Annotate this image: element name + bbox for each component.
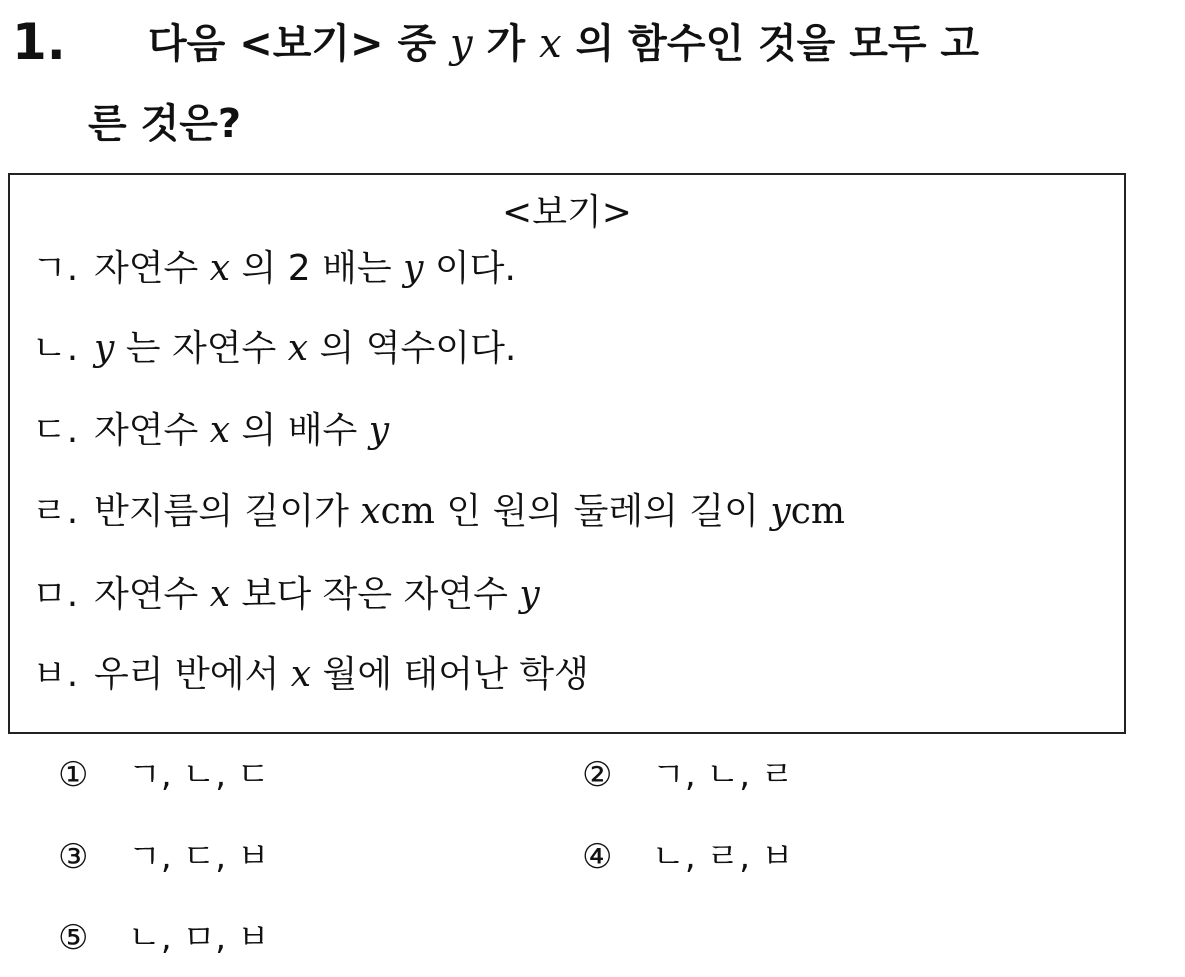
item-text: 의 2 배는	[230, 248, 404, 289]
example-item-5	[32, 571, 540, 619]
variable-x: x	[209, 574, 231, 615]
question-text: 의 함수인 것을 모두 고	[561, 21, 980, 67]
option-number: ①	[58, 755, 89, 795]
variable-x: x	[360, 491, 381, 532]
variable-y: y	[94, 328, 115, 369]
item-text: 반지름의 길이가	[94, 491, 361, 532]
question-text-line-1	[148, 16, 979, 72]
item-text: 자연수	[94, 248, 210, 289]
variable-y: y	[770, 491, 791, 532]
option-text: ㄱ, ㄷ, ㅂ	[128, 837, 270, 877]
example-item-2	[32, 325, 516, 373]
example-item-1	[32, 245, 516, 293]
question-number: 1.	[12, 13, 66, 71]
variable-x: x	[287, 328, 309, 369]
variable-x: x	[290, 654, 312, 695]
answer-option-1[interactable]	[58, 753, 270, 797]
item-marker: ㄴ.	[32, 328, 79, 369]
unit-cm: cm	[380, 491, 435, 532]
item-text: 는 자연수	[114, 328, 288, 369]
question-text-line-2: 른 것은?	[88, 101, 242, 147]
option-number: ③	[58, 837, 89, 877]
item-text: 이다.	[423, 248, 516, 289]
unit-cm: cm	[790, 491, 846, 532]
variable-x: x	[539, 21, 562, 67]
item-text: 의 배수	[230, 410, 369, 451]
option-text: ㄱ, ㄴ, ㄷ	[128, 755, 270, 795]
variable-y: y	[450, 21, 473, 67]
option-number: ②	[582, 755, 613, 795]
option-number: ⑤	[58, 918, 89, 958]
option-text: ㄴ, ㄹ, ㅂ	[652, 837, 794, 877]
item-marker: ㅁ.	[32, 574, 79, 615]
item-marker: ㄹ.	[32, 491, 79, 532]
item-marker: ㅂ.	[32, 654, 79, 695]
item-text: 자연수	[94, 410, 210, 451]
example-box-title: <보기>	[502, 192, 632, 233]
question-text: 가	[472, 21, 540, 67]
example-item-3	[32, 407, 389, 455]
item-marker: ㄷ.	[32, 410, 79, 451]
example-item-6	[32, 651, 589, 699]
option-text: ㄴ, ㅁ, ㅂ	[128, 918, 270, 958]
example-box	[8, 173, 1126, 734]
item-text: 의 역수이다.	[308, 328, 517, 369]
variable-x: x	[209, 248, 231, 289]
variable-x: x	[209, 410, 231, 451]
variable-y: y	[368, 410, 390, 451]
item-text: 보다 작은 자연수	[230, 574, 520, 615]
answer-option-2[interactable]	[582, 753, 794, 797]
variable-y: y	[403, 248, 424, 289]
answer-option-5[interactable]	[58, 916, 270, 960]
item-text: 월에 태어난 학생	[311, 654, 589, 695]
item-marker: ㄱ.	[32, 248, 79, 289]
variable-y: y	[519, 574, 540, 615]
option-text: ㄱ, ㄴ, ㄹ	[652, 755, 794, 795]
option-number: ④	[582, 837, 613, 877]
question-text: 다음 <보기> 중	[148, 21, 451, 67]
item-text: 자연수	[94, 574, 210, 615]
item-text: 인 원의 둘레의 길이	[434, 491, 771, 532]
item-text: 우리 반에서	[94, 654, 291, 695]
answer-option-4[interactable]	[582, 835, 794, 879]
answer-option-3[interactable]	[58, 835, 270, 879]
example-item-4	[32, 488, 845, 536]
